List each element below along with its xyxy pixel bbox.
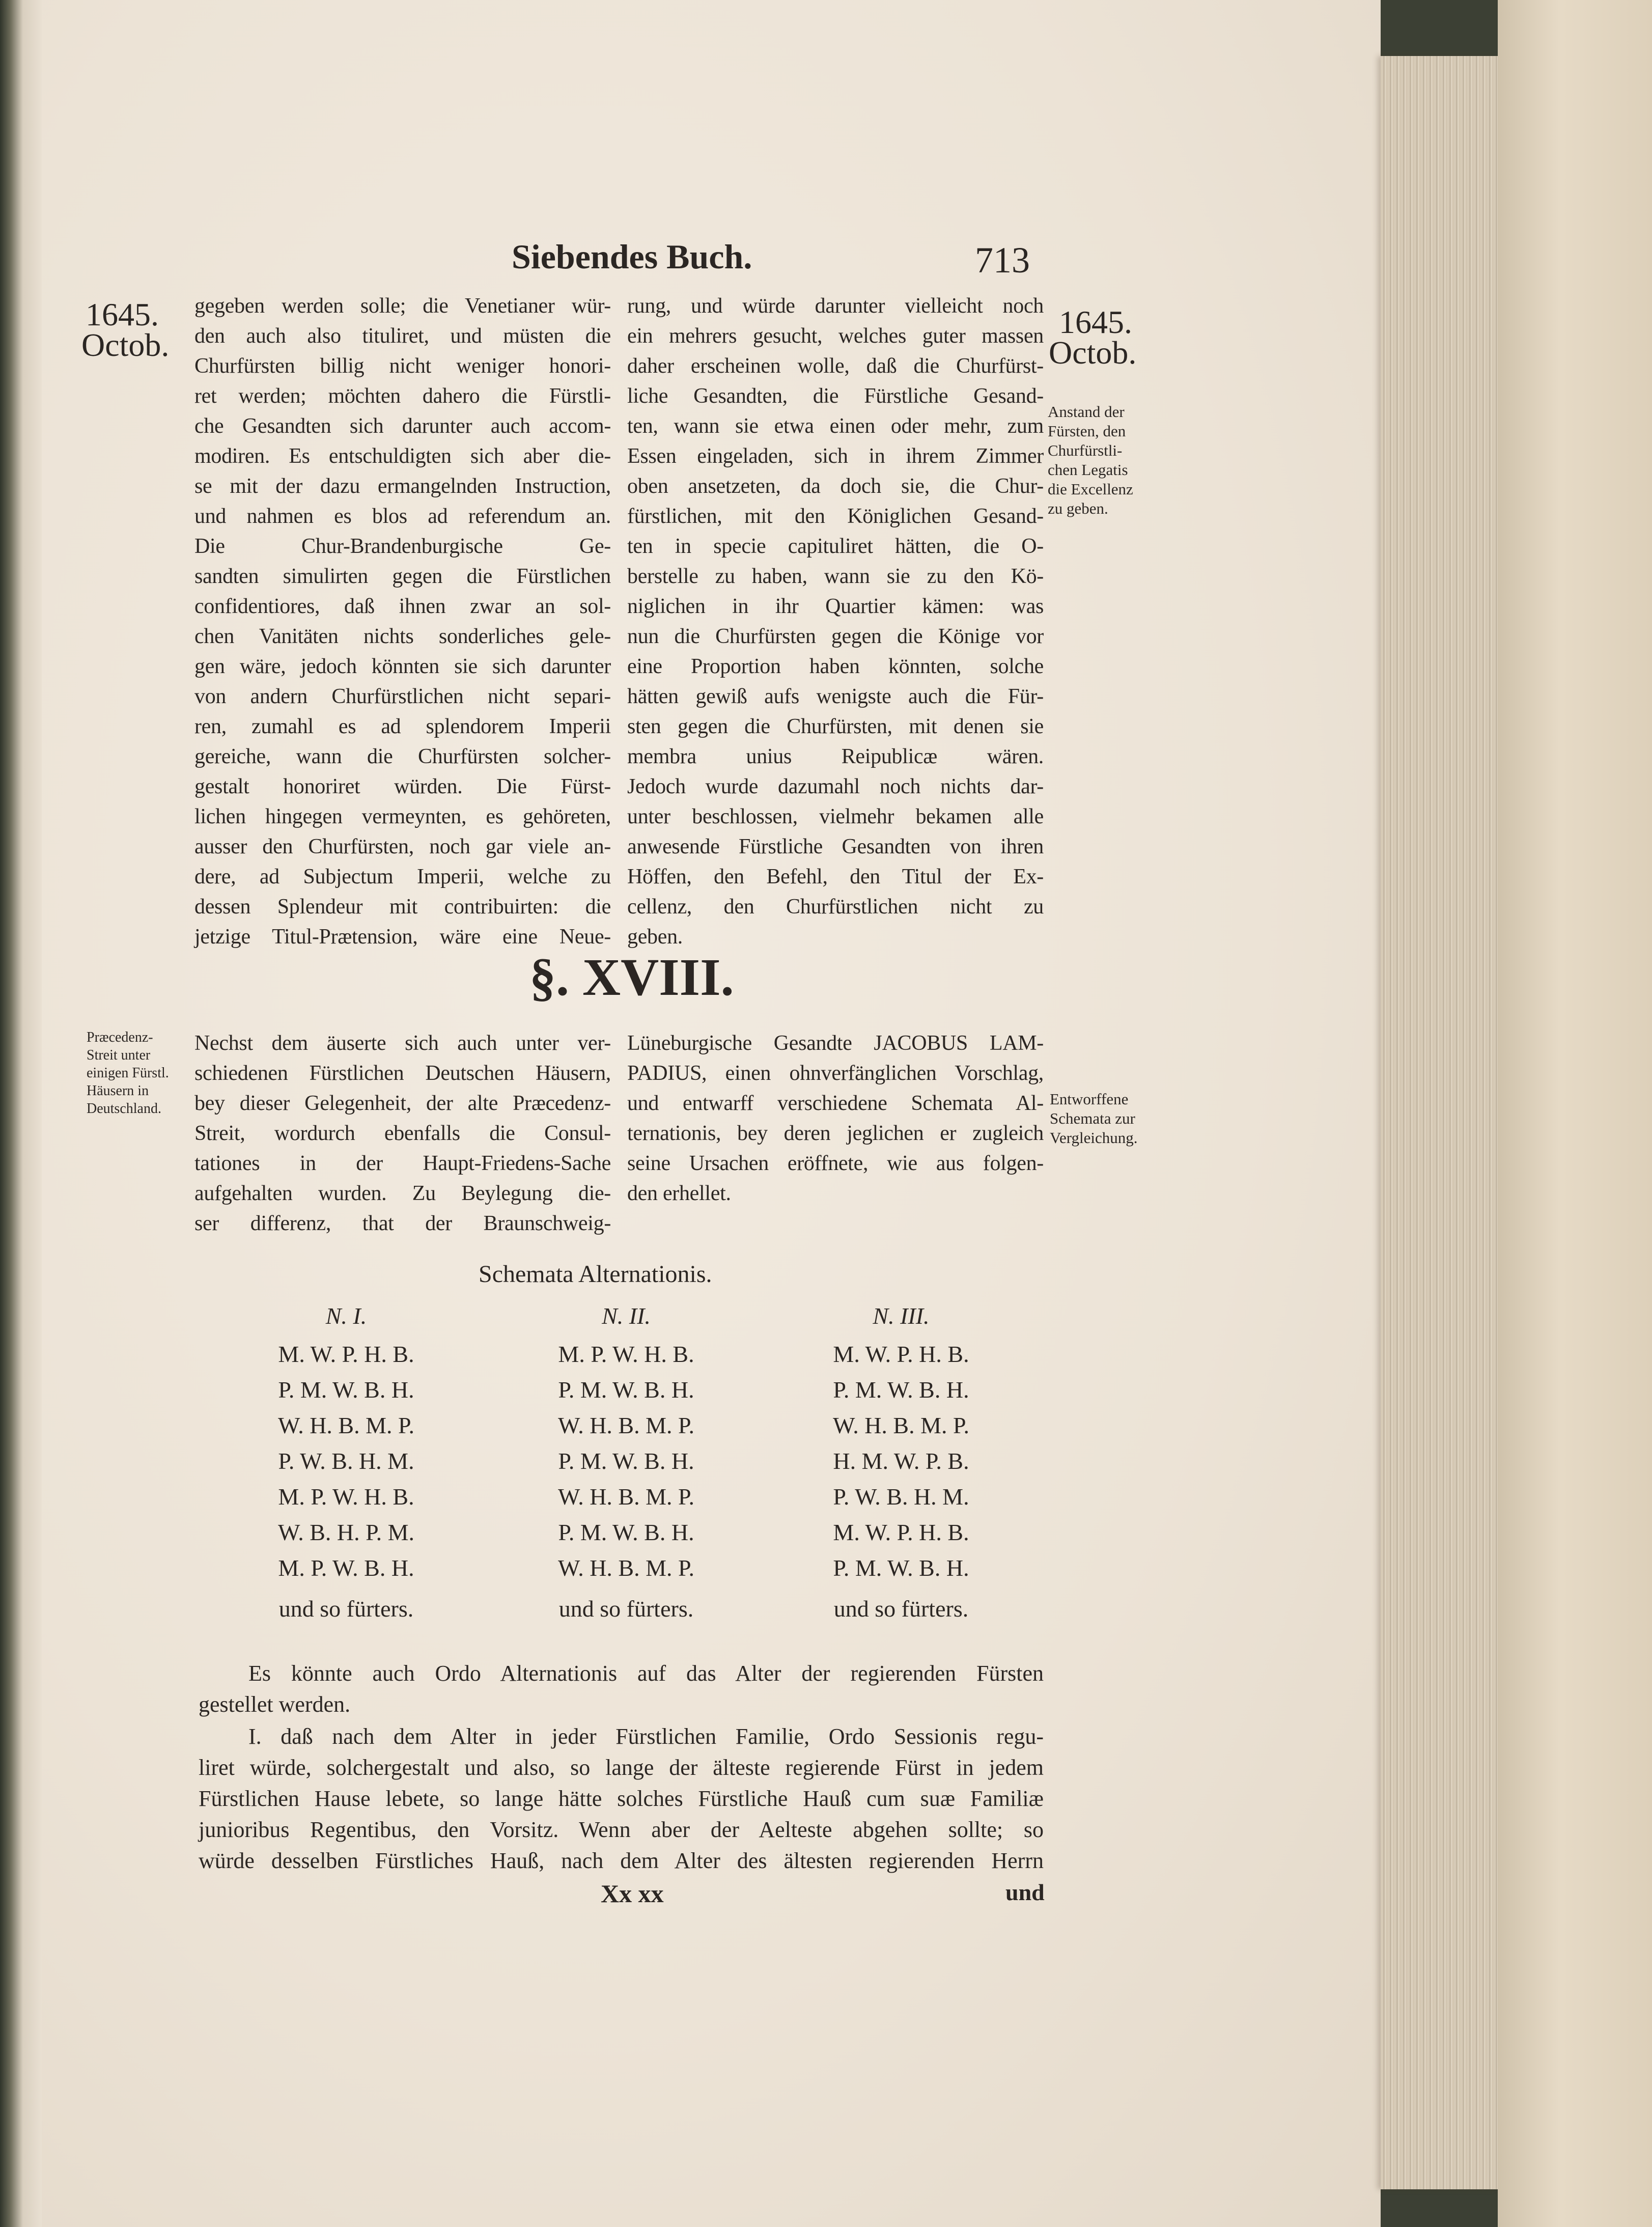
schema-column-2 (519, 1296, 733, 1627)
text-line: gegeben werden solle; die Venetianer wür- (194, 294, 611, 318)
left-margin-month: Octob. (81, 327, 170, 363)
schema-heading: N. I. (325, 1303, 367, 1329)
text-line: daher erscheinen wolle, daß die Churfürst- (627, 354, 1044, 378)
text-line: oben ansetzeten, da doch sie, die Chur- (627, 475, 1044, 498)
margin-note-line: Fürsten, den (1048, 422, 1126, 440)
text-line: dere, ad Subjectum Imperii, welche zu (194, 865, 611, 888)
text-line: von andern Churfürstlichen nicht separi- (194, 685, 611, 708)
text-line: jetzige Titul-Prætension, wäre eine Neue- (194, 925, 611, 949)
text-line: se mit der dazu ermangelnden Instruction, (194, 475, 611, 498)
text-line: cellenz, den Churfürstlichen nicht zu (627, 895, 1044, 918)
text-line: schiedenen Fürstlichen Deutschen Häusern, (194, 1062, 611, 1085)
text-line: würde desselben Fürstliches Hauß, nach dem Alter des ältesten regierenden Herrn (199, 1848, 1044, 1873)
schema-row: M. P. W. B. H. (278, 1555, 414, 1581)
text-line: ausser den Churfürsten, noch gar viele an- (194, 835, 611, 858)
text-line: Streit, wordurch ebenfalls die Consul- (194, 1122, 611, 1145)
text-line: sten gegen die Churfürsten, mit denen sie (627, 715, 1044, 738)
margin-note-line: Streit unter (87, 1047, 151, 1063)
margin-note-line: die Excellenz (1048, 480, 1133, 498)
schema-row: W. H. B. M. P. (558, 1412, 694, 1438)
book-binding (1498, 0, 1652, 2227)
schemata-title: Schemata Alternationis. (479, 1261, 712, 1288)
text-line: ein mehrers gesucht, welches guter massen (627, 324, 1044, 348)
text-line: seine Ursachen eröffnete, wie aus folgen- (627, 1152, 1044, 1175)
text-line: Essen eingeladen, sich in ihrem Zimmer (627, 444, 1044, 468)
text-line: liret würde, solchergestalt und also, so lange der älteste regierende Fürst in jedem (199, 1755, 1044, 1780)
text-line: ten, wann sie etwa einen oder mehr, zum (627, 414, 1044, 438)
margin-note-line: einigen Fürstl. (87, 1065, 169, 1081)
schema-row: P. M. W. B. H. (558, 1377, 694, 1403)
text-line: eine Proportion haben könnten, solche (627, 655, 1044, 678)
text-line: nun die Churfürsten gegen die Könige vor (627, 625, 1044, 648)
text-line: Fürstlichen Hause lebete, so lange hätte solches Fürstliche Hauß cum suæ Familiæ (199, 1786, 1044, 1811)
schema-footer: und so fürters. (558, 1596, 694, 1622)
page-edges (1381, 56, 1498, 2189)
schema-heading: N. II. (602, 1303, 651, 1329)
schema-row: M. P. W. H. B. (558, 1341, 694, 1367)
text-column-left-2 (194, 1028, 611, 1239)
text-line: junioribus Regentibus, den Vorsitz. Wenn aber der Aelteste abgehen sollte; so (199, 1817, 1044, 1842)
text-line: ret werden; möchten dahero die Fürstli- (194, 384, 611, 408)
text-line: liche Gesandten, die Fürstliche Gesand- (627, 384, 1044, 408)
schema-row: P. W. B. H. M. (278, 1448, 414, 1474)
text-line: bey dieser Gelegenheit, der alte Præcedenz- (194, 1092, 611, 1115)
right-margin-month: Octob. (1049, 335, 1137, 371)
text-line: und nahmen es blos ad referendum an. (194, 505, 611, 528)
margin-note-line: Anstand der (1048, 403, 1125, 421)
schema-row: P. M. W. B. H. (833, 1377, 969, 1403)
left-margin-year: 1645. (86, 296, 159, 332)
text-line: ser differenz, that der Braunschweig- (194, 1212, 611, 1235)
text-line: den auch also tituliret, und müsten die (194, 324, 611, 348)
text-line: che Gesandten sich darunter auch accom- (194, 414, 611, 438)
text-line: gereiche, wann die Churfürsten solcher- (194, 745, 611, 768)
right-margin-year: 1645. (1059, 304, 1132, 340)
margin-note-schemata (1050, 1090, 1137, 1148)
text-line: fürstlichen, mit den Königlichen Gesand- (627, 505, 1044, 528)
text-line: Die Chur-Brandenburgische Ge- (194, 535, 611, 558)
text-line: Höffen, den Befehl, den Titul der Ex- (627, 865, 1044, 888)
schema-row: P. M. W. B. H. (833, 1555, 969, 1581)
schema-row: M. P. W. H. B. (278, 1484, 414, 1510)
margin-note-line: Præcedenz- (87, 1029, 153, 1045)
schema-row: W. H. B. M. P. (833, 1412, 969, 1438)
schema-row: H. M. W. P. B. (833, 1448, 969, 1474)
text-line: ren, zumahl es ad splendorem Imperii (194, 715, 611, 738)
text-column-left (194, 291, 611, 952)
text-line: Nechst dem äuserte sich auch unter ver- (194, 1032, 611, 1055)
text-line: gestellet werden. (199, 1692, 351, 1717)
paragraph-ordo-alternationis (199, 1658, 1044, 1720)
text-line: anwesende Fürstliche Gesandten von ihren (627, 835, 1044, 858)
margin-note-praecedenz (87, 1028, 169, 1118)
text-line: confidentiores, daß ihnen zwar an sol- (194, 595, 611, 618)
catchword: und (1005, 1879, 1045, 1905)
schema-row: P. M. W. B. H. (558, 1519, 694, 1545)
paragraph-ordo-sessionis (199, 1721, 1044, 1876)
text-line: Lüneburgische Gesandte JACOBUS LAM- (627, 1032, 1044, 1055)
margin-note-line: chen Legatis (1048, 461, 1128, 479)
text-line: modiren. Es entschuldigten sich aber die- (194, 444, 611, 468)
text-line: membra unius Reipublicæ wären. (627, 745, 1044, 768)
text-line: Churfürsten billig nicht weniger honori- (194, 354, 611, 378)
margin-note-line: Schemata zur (1050, 1109, 1135, 1127)
schema-row: W. H. B. M. P. (558, 1484, 694, 1510)
margin-note-line: Häusern in (87, 1083, 149, 1099)
margin-note-line: zu geben. (1048, 499, 1108, 517)
text-line: ternationis, bey deren jeglichen er zugleich (627, 1122, 1044, 1145)
schema-row: P. M. W. B. H. (558, 1448, 694, 1474)
schema-heading: N. III. (873, 1303, 930, 1329)
text-line: aufgehalten wurden. Zu Beylegung die- (194, 1182, 611, 1205)
schema-row: P. M. W. B. H. (278, 1377, 414, 1403)
previous-page-edge (0, 0, 42, 2227)
text-line: I. daß nach dem Alter in jeder Fürstlichen Familie, Ordo Sessionis regu- (248, 1724, 1044, 1749)
text-line: gestalt honoriret würden. Die Fürst- (194, 775, 611, 798)
text-line: den erhellet. (627, 1182, 731, 1205)
text-line: Es könnte auch Ordo Alternationis auf das Alter der regierenden Fürsten (248, 1661, 1044, 1686)
text-line: geben. (627, 925, 683, 949)
text-line: hätten gewiß aufs wenigste auch die Für- (627, 685, 1044, 708)
schema-column-1 (239, 1296, 453, 1627)
schema-column-3 (794, 1296, 1008, 1627)
margin-note-excellenz (1048, 402, 1133, 518)
schema-row: W. B. H. P. M. (278, 1519, 414, 1545)
text-line: PADIUS, einen ohnverfänglichen Vorschlag, (627, 1062, 1044, 1085)
schema-row: M. W. P. H. B. (833, 1519, 969, 1545)
text-line: sandten simulirten gegen die Fürstlichen (194, 565, 611, 588)
signature-mark: Xx xx (601, 1879, 664, 1908)
text-line: gen wäre, jedoch könnten sie sich darunter (194, 655, 611, 678)
text-line: berstelle zu haben, wann sie zu den Kö- (627, 565, 1044, 588)
schema-row: M. W. P. H. B. (278, 1341, 414, 1367)
text-column-right-2 (627, 1028, 1044, 1209)
schema-row: W. H. B. M. P. (558, 1555, 694, 1581)
text-line: niglichen in ihr Quartier kämen: was (627, 595, 1044, 618)
schema-row: P. W. B. H. M. (833, 1484, 969, 1510)
margin-note-line: Churfürstli- (1048, 441, 1123, 459)
text-line: lichen hingegen vermeynten, es gehöreten, (194, 805, 611, 828)
margin-note-line: Entworffene (1050, 1090, 1129, 1108)
text-line: tationes in der Haupt-Friedens-Sache (194, 1152, 611, 1175)
schema-footer: und so fürters. (278, 1596, 414, 1622)
text-line: ten in specie capituliret hätten, die O- (627, 535, 1044, 558)
margin-note-line: Vergleichung. (1050, 1129, 1138, 1147)
running-title: Siebendes Buch. (512, 237, 752, 276)
text-column-right (627, 291, 1044, 952)
schema-row: M. W. P. H. B. (833, 1341, 969, 1367)
text-line: chen Vanitäten nichts sonderliches gele- (194, 625, 611, 648)
text-line: unter beschlossen, vielmehr bekamen alle (627, 805, 1044, 828)
page-number: 713 (975, 240, 1030, 281)
schema-footer: und so fürters. (833, 1596, 969, 1622)
text-line: rung, und würde darunter vielleicht noch (627, 294, 1044, 318)
schema-row: W. H. B. M. P. (278, 1412, 414, 1438)
section-heading: §. XVIII. (529, 948, 734, 1007)
text-line: dessen Splendeur mit contribuirten: die (194, 895, 611, 918)
text-line: und entwarff verschiedene Schemata Al- (627, 1092, 1044, 1115)
text-line: Jedoch wurde dazumahl noch nichts dar- (627, 775, 1044, 798)
margin-note-line: Deutschland. (87, 1101, 161, 1117)
